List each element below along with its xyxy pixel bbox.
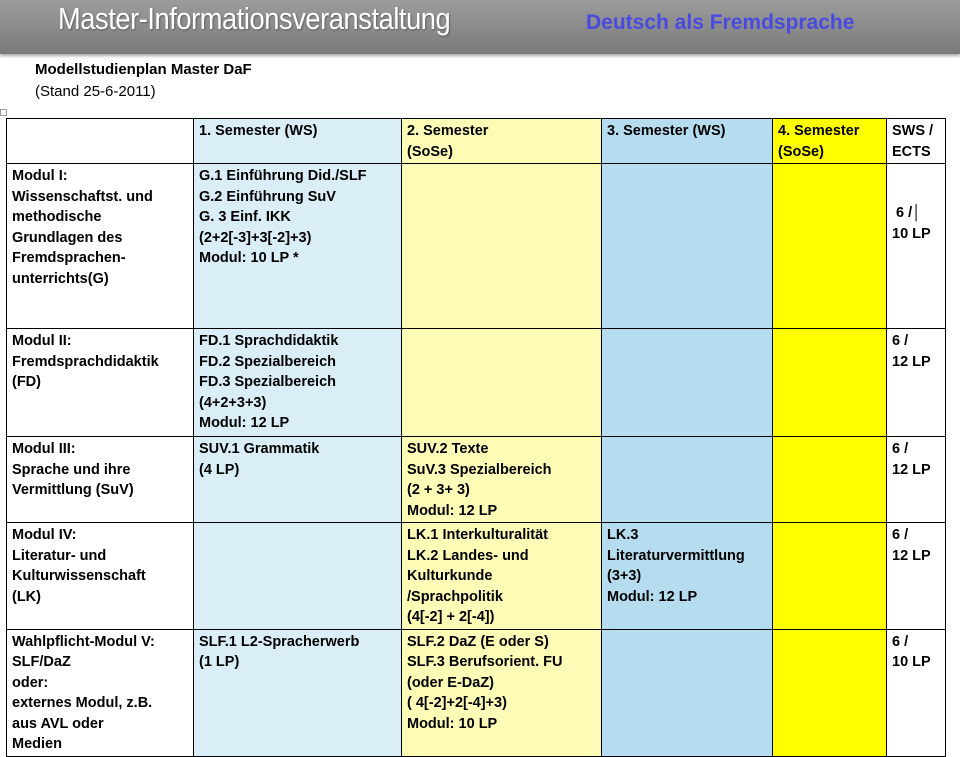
cell-line: Modul III: <box>12 441 76 457</box>
sem2-cell <box>402 164 602 329</box>
module-cell <box>7 164 194 329</box>
document-date: (Stand 25-6-2011) <box>35 83 156 100</box>
cell-line: FD.3 Spezialbereich <box>199 374 336 390</box>
cell-line: 10 LP <box>892 225 931 242</box>
sws-ects-cell <box>887 629 946 756</box>
cell-line: SLF.3 Berufsorient. FU <box>407 654 563 670</box>
cell-line: (SoSe) <box>778 143 824 160</box>
cell-line: Modul: 12 LP <box>607 588 698 605</box>
cell-line: (2 + 3+ 3) <box>407 482 470 498</box>
cell-line: SLF.1 L2-Spracherwerb <box>199 633 360 650</box>
cell-line: 6 / <box>892 527 909 543</box>
sem4-cell <box>773 629 887 756</box>
cell-line: Modul: 12 LP <box>407 502 498 519</box>
cell-line: Kulturkunde <box>407 568 493 584</box>
sem3-cell <box>602 523 773 630</box>
title-banner <box>0 0 960 54</box>
cell-line: 12 LP <box>892 461 931 478</box>
document-title: Modellstudienplan Master DaF <box>35 61 252 78</box>
cell-line: Literaturvermittlung <box>607 547 745 564</box>
cell-line: 6 / <box>892 633 909 650</box>
banner-subject: Deutsch als Fremdsprache <box>586 11 855 34</box>
cell-line: Sprache und ihre <box>12 461 131 478</box>
sem1-cell <box>194 629 402 756</box>
sem4-cell <box>773 523 887 630</box>
cell-line: 12 LP <box>892 547 931 564</box>
sem4-cell <box>773 329 887 437</box>
sem3-cell <box>602 329 773 437</box>
cell-line: unterrichts(G) <box>12 270 109 287</box>
cell-line: SuV.3 Spezialbereich <box>407 461 552 478</box>
cell-line: G. 3 Einf. IKK <box>199 209 291 225</box>
cell-line: 6 /│ <box>896 205 922 221</box>
cell-line: FD.2 Spezialbereich <box>199 353 336 370</box>
cell-line: (4 LP) <box>199 461 240 478</box>
cell-line: Fremdsprachdidaktik <box>12 353 159 370</box>
cell-line: LK.3 <box>607 527 639 543</box>
cell-line: LK.1 Interkulturalität <box>407 527 548 543</box>
module-cell <box>7 523 194 630</box>
cell-line: (oder E-DaZ) <box>407 674 494 691</box>
cell-line: (2+2[-3]+3[-2]+3) <box>199 229 312 246</box>
cell-line: ECTS <box>892 143 931 160</box>
cell-line: 10 LP <box>892 654 931 670</box>
cell-line: (4[-2] + 2[-4]) <box>407 609 495 625</box>
sem4-cell <box>773 164 887 329</box>
cell-line: /Sprachpolitik <box>407 588 503 605</box>
cell-line: 12 LP <box>892 353 931 370</box>
sem2-cell <box>402 629 602 756</box>
cell-line: Literatur- und <box>12 547 107 564</box>
cell-line: Modul: 10 LP * <box>199 250 299 266</box>
sem2-cell <box>402 437 602 523</box>
cell-line: Modul II: <box>12 333 72 349</box>
sem1-cell <box>194 329 402 437</box>
cell-line: 4. Semester <box>778 123 860 139</box>
cell-line: (3+3) <box>607 568 642 584</box>
cell-line: (SoSe) <box>407 143 453 160</box>
table-anchor-icon <box>0 109 7 116</box>
cell-line: externes Modul, z.B. <box>12 695 153 711</box>
cell-line: 6 / <box>892 333 909 349</box>
sem3-cell <box>602 164 773 329</box>
header-sem2 <box>402 119 602 164</box>
table-row <box>7 329 946 437</box>
sws-ects-cell <box>887 329 946 437</box>
cell-line: Modul: 12 LP <box>199 415 290 431</box>
header-sem4 <box>773 119 887 164</box>
module-cell <box>7 437 194 523</box>
table-row <box>7 629 946 756</box>
cell-line: (4+2+3+3) <box>199 394 267 411</box>
module-cell <box>7 629 194 756</box>
cell-line: 6 / <box>892 441 909 457</box>
cell-line: LK.2 Landes- und <box>407 547 529 564</box>
cell-line: FD.1 Sprachdidaktik <box>199 333 339 349</box>
cell-line: ( 4[-2]+2[-4]+3) <box>407 695 507 711</box>
sem1-cell <box>194 164 402 329</box>
cell-line: Wahlpflicht-Modul V: <box>12 633 155 650</box>
cell-line: Modul IV: <box>12 527 77 543</box>
cell-line: G.2 Einführung SuV <box>199 188 336 205</box>
cell-line: methodische <box>12 209 102 225</box>
header-sem3 <box>602 119 773 164</box>
cell-line: SLF/DaZ <box>12 654 71 670</box>
cell-line: SLF.2 DaZ (E oder S) <box>407 633 549 650</box>
sem1-cell <box>194 523 402 630</box>
sws-ects-cell <box>887 437 946 523</box>
table-header-row <box>7 119 946 164</box>
cell-line: oder: <box>12 674 49 691</box>
table-row <box>7 164 946 329</box>
cell-line: Modul: 10 LP <box>407 715 498 732</box>
cell-line: Grundlagen des <box>12 229 123 246</box>
cell-line: (LK) <box>12 588 41 605</box>
banner-title: Master-Informationsveranstaltung <box>58 1 451 36</box>
cell-line: SUV.2 Texte <box>407 441 489 457</box>
cell-line: Medien <box>12 736 62 752</box>
cell-line: 3. Semester (WS) <box>607 123 726 139</box>
sem1-cell <box>194 437 402 523</box>
sem2-cell <box>402 523 602 630</box>
sem4-cell <box>773 437 887 523</box>
header-sem1 <box>194 119 402 164</box>
cell-line: SWS / <box>892 123 934 139</box>
study-plan-table <box>6 118 946 757</box>
sem2-cell <box>402 329 602 437</box>
cell-line: 1. Semester (WS) <box>199 123 318 139</box>
cell-line: (1 LP) <box>199 654 240 670</box>
cell-line: aus AVL oder <box>12 715 104 732</box>
header-module <box>7 119 194 164</box>
sws-ects-cell <box>887 164 946 329</box>
sws-ects-cell <box>887 523 946 630</box>
table-row <box>7 437 946 523</box>
cell-line: G.1 Einführung Did./SLF <box>199 168 367 184</box>
sem3-cell <box>602 437 773 523</box>
cell-line: Kulturwissenschaft <box>12 568 146 584</box>
header-sws <box>887 119 946 164</box>
table-row <box>7 523 946 630</box>
cell-line: Wissenschaftst. und <box>12 188 153 205</box>
cell-line: (FD) <box>12 374 41 390</box>
cell-line: 2. Semester <box>407 123 489 139</box>
cell-line: SUV.1 Grammatik <box>199 441 320 457</box>
cell-line: Fremdsprachen- <box>12 250 126 266</box>
module-cell <box>7 329 194 437</box>
cell-line: Modul I: <box>12 168 68 184</box>
cell-line: Vermittlung (SuV) <box>12 482 134 498</box>
sem3-cell <box>602 629 773 756</box>
